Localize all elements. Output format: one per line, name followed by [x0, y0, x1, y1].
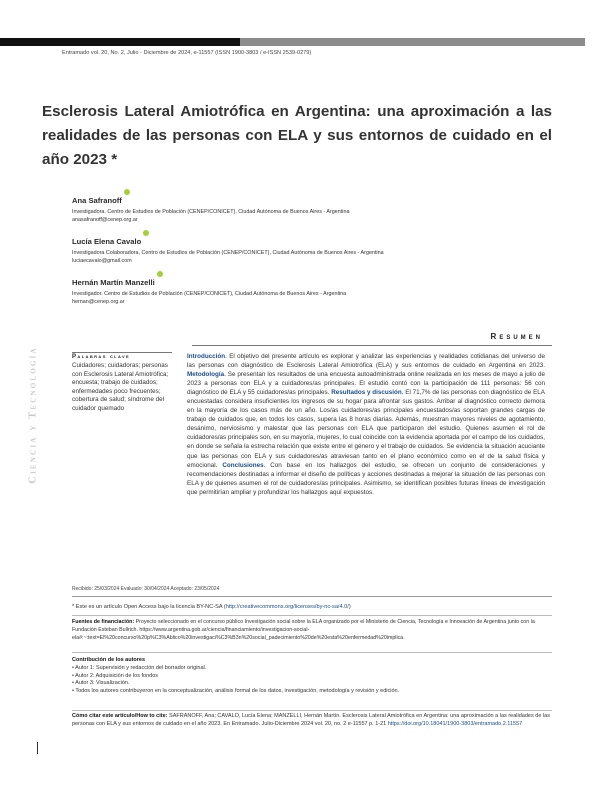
author-email[interactable]: luciaecavalo@gmail.com — [72, 258, 132, 264]
list-item: • Autor 2: Adquisición de los fondos — [72, 672, 159, 679]
article-dates: Recibido: 25/03/2024 Evaluado: 30/04/2024 Aceptado: 23/05/2024 — [72, 586, 220, 592]
abstract-intro: . El objetivo del presente artículo es explorar y analizar las experiencias y realidades cotidianas del universo de las personas con diagnóstico de Esclerosis Lateral Amiotrófica (ELA) y sus entornos de cuidado en Argentina en 2023. — [187, 353, 545, 370]
abstract-results: . El 71,7% de las personas con diagnóstico de ELA encuestadas considera insuficientes los ingresos de su hogar para afrontar sus gastos. Arribar al diagnóstico correcto demora en la mayoría de los casos más de un año. Los/as cuidadores/as principales encuestados/as soportan grandes cargas de trabajo de cuidados que, en todos los casos, supera las 8 horas diarias. Además, muestran mayores niveles de agotamiento, desánimo, nerviosismo y malestar que las personas con ELA que participaron del estudio. Quienes asumen el rol de cuidadores/as principales son, en su mayoría, mujeres, lo cual coincide con la evidencia aportada por el campo de los cuidados, en donde se señala la estrecha relación que existe entre el género y el trabajo de cuidados. Se evidencia la situación acuciante que las personas con ELA y sus cuidadores/as atraviesan tanto en el plano económico como en el de la salud física y emocional. — [187, 389, 546, 469]
contributions-list — [72, 665, 552, 696]
orcid-icon[interactable] — [124, 189, 130, 195]
abstract-method: . Se presentan los resultados de una encuesta autoadministrada online realizada en los meses de mayo a julio de 2023 a personas con ELA y a cuidadores/as principales. El estudió contó con la participación de 111 personas: 56 con diagnóstico de ELA y 55 cuidadores/as principales. — [187, 371, 545, 397]
author-affiliation: Investigadora. Centro de Estudios de Población (CENEP/CONICET), Ciudad Autónoma de Buenos Aires - Argentina — [72, 209, 350, 215]
list-item: • Todos los autores contribuyeron en la conceptualización, análisis formal de los datos, investigación, metodología y revisión y edición. — [72, 688, 400, 695]
funding-label: Fuentes de financiación: — [72, 619, 135, 625]
abstract-conclusions: . Con base en los hallazgos del estudio, se ofrecen un conjunto de consideraciones y recomendaciones destinadas a informar el diseño de políticas y acciones destinadas a mejorar la situación de las personas con ELA y de quienes asumen el rol de cuidadores/as principales. Asimismo, se identifican posibles futuras líneas de investigación que permitirían ampliar y profundizar los hallazgos aquí expuestos. — [187, 461, 546, 496]
open-access-close: ) — [348, 604, 351, 610]
abstract-body — [187, 352, 545, 497]
keywords-text: Cuidadores; cuidadoras; personas con Esclerosis Lateral Amiotrófica; encuesta; trabajo de cuidados; enfermedades poco frecuentes; cobertura de salud; síndrome del cuidador quemado — [72, 362, 169, 412]
author-name: Ana Safranoff — [72, 196, 122, 205]
author-block — [72, 272, 542, 306]
divider — [72, 710, 552, 711]
header-bar-dark — [0, 38, 240, 46]
divider — [192, 345, 552, 346]
author-name: Lucía Elena Cavalo — [72, 237, 142, 246]
funding-text: Proyecto seleccionado en el concurso público Investigación social sobre la ELA organizado por el Ministerio de Ciencia, Tecnología e Innovación de Argentina junto con la Fundación Esteban Bullrich. https://www.argentina.gob.ar/ciencia/financiamiento/investigacion-social- ela#:~:text=El%20concurso%20p%C3%Ablico%20investigaci%C3%B3n%20social_padecimiento%20de%20esta%20enfermedad%20implica. — [72, 619, 535, 641]
side-label-text: Ciencia y Tecnología — [27, 346, 39, 484]
author-affiliation: Investigadora Colaboradora, Centro de Estudios de Población (CENEP/CONICET), Ciudad Autónoma de Buenos Aires - Argentina — [72, 250, 384, 256]
abstract-method-label: Metodología — [187, 371, 225, 379]
divider — [72, 596, 552, 597]
divider — [72, 352, 172, 353]
author-block — [72, 190, 542, 224]
license-link[interactable]: http://creativecommons.org/licenses/by-nc-sa/4.0/ — [225, 604, 349, 610]
list-item: • Autor 3: Visualización. — [72, 680, 130, 687]
citation-block — [72, 713, 550, 729]
funding-note — [72, 619, 552, 642]
open-access-text: * Este es un artículo Open Access bajo la licencia BY-NC-SA ( — [72, 604, 226, 610]
abstract-intro-label: Introducción — [187, 353, 226, 360]
citation-text: SAFRANOFF, Ana; CAVALO, Lucía Elena; MANZELLI, Hernán Martín. Esclerosis Lateral Amiotrófica en Argentina: una aproximación a las realidades de las personas con ELA y sus entornos de cuidado en el año 2023. En Entramado. Julio-Diciembre 2024 vol. 20, no. 2 e-11557 p. 1-21 — [72, 713, 550, 727]
author-email[interactable]: anasafranoff@cenep.org.ar — [72, 217, 138, 223]
article-title: Esclerosis Lateral Amiotrófica en Argentina: una aproximación a las realidades de las personas con ELA y sus entornos de cuidado en el año 2023 * — [42, 103, 552, 168]
doi-link[interactable]: https://doi.org/10.18041/1900-3803/entramado.2.11557 — [387, 720, 523, 727]
citation-label: Cómo citar este artículo/How to cite: — [72, 713, 168, 719]
orcid-icon[interactable] — [143, 230, 149, 236]
divider — [72, 652, 552, 653]
divider — [72, 615, 552, 616]
list-item: • Autor 1: Supervisión y redacción del borrador original. — [72, 664, 207, 671]
contributions-heading: Contribución de los autores — [72, 657, 146, 663]
author-name: Hernán Martín Manzelli — [72, 278, 155, 287]
resumen-heading: Resumen — [490, 332, 543, 341]
author-block — [72, 231, 542, 265]
abstract-conclusions-label: Conclusiones — [222, 461, 264, 469]
author-affiliation: Investigador. Centro de Estudios de Población (CENEP/CONICET), Ciudad Autónoma de Buenos Aires - Argentina — [72, 291, 347, 297]
header-bar-gray — [240, 38, 585, 46]
author-email[interactable]: hernan@cenep.org.ar — [72, 299, 125, 305]
open-access-note — [72, 604, 351, 610]
orcid-icon[interactable] — [157, 271, 163, 277]
author-contributions — [72, 657, 552, 696]
abstract-results-label: Resultados y discusión — [331, 389, 402, 397]
page-marker — [37, 742, 38, 754]
keywords-heading: Palabras clave — [72, 354, 131, 360]
section-side-label — [26, 310, 40, 520]
journal-info: Entramado vol. 20, No. 2, Julio - Diciembre de 2024, e-11557 (ISSN 1900-3803 / e-ISSN 2539-0279) — [62, 50, 312, 56]
